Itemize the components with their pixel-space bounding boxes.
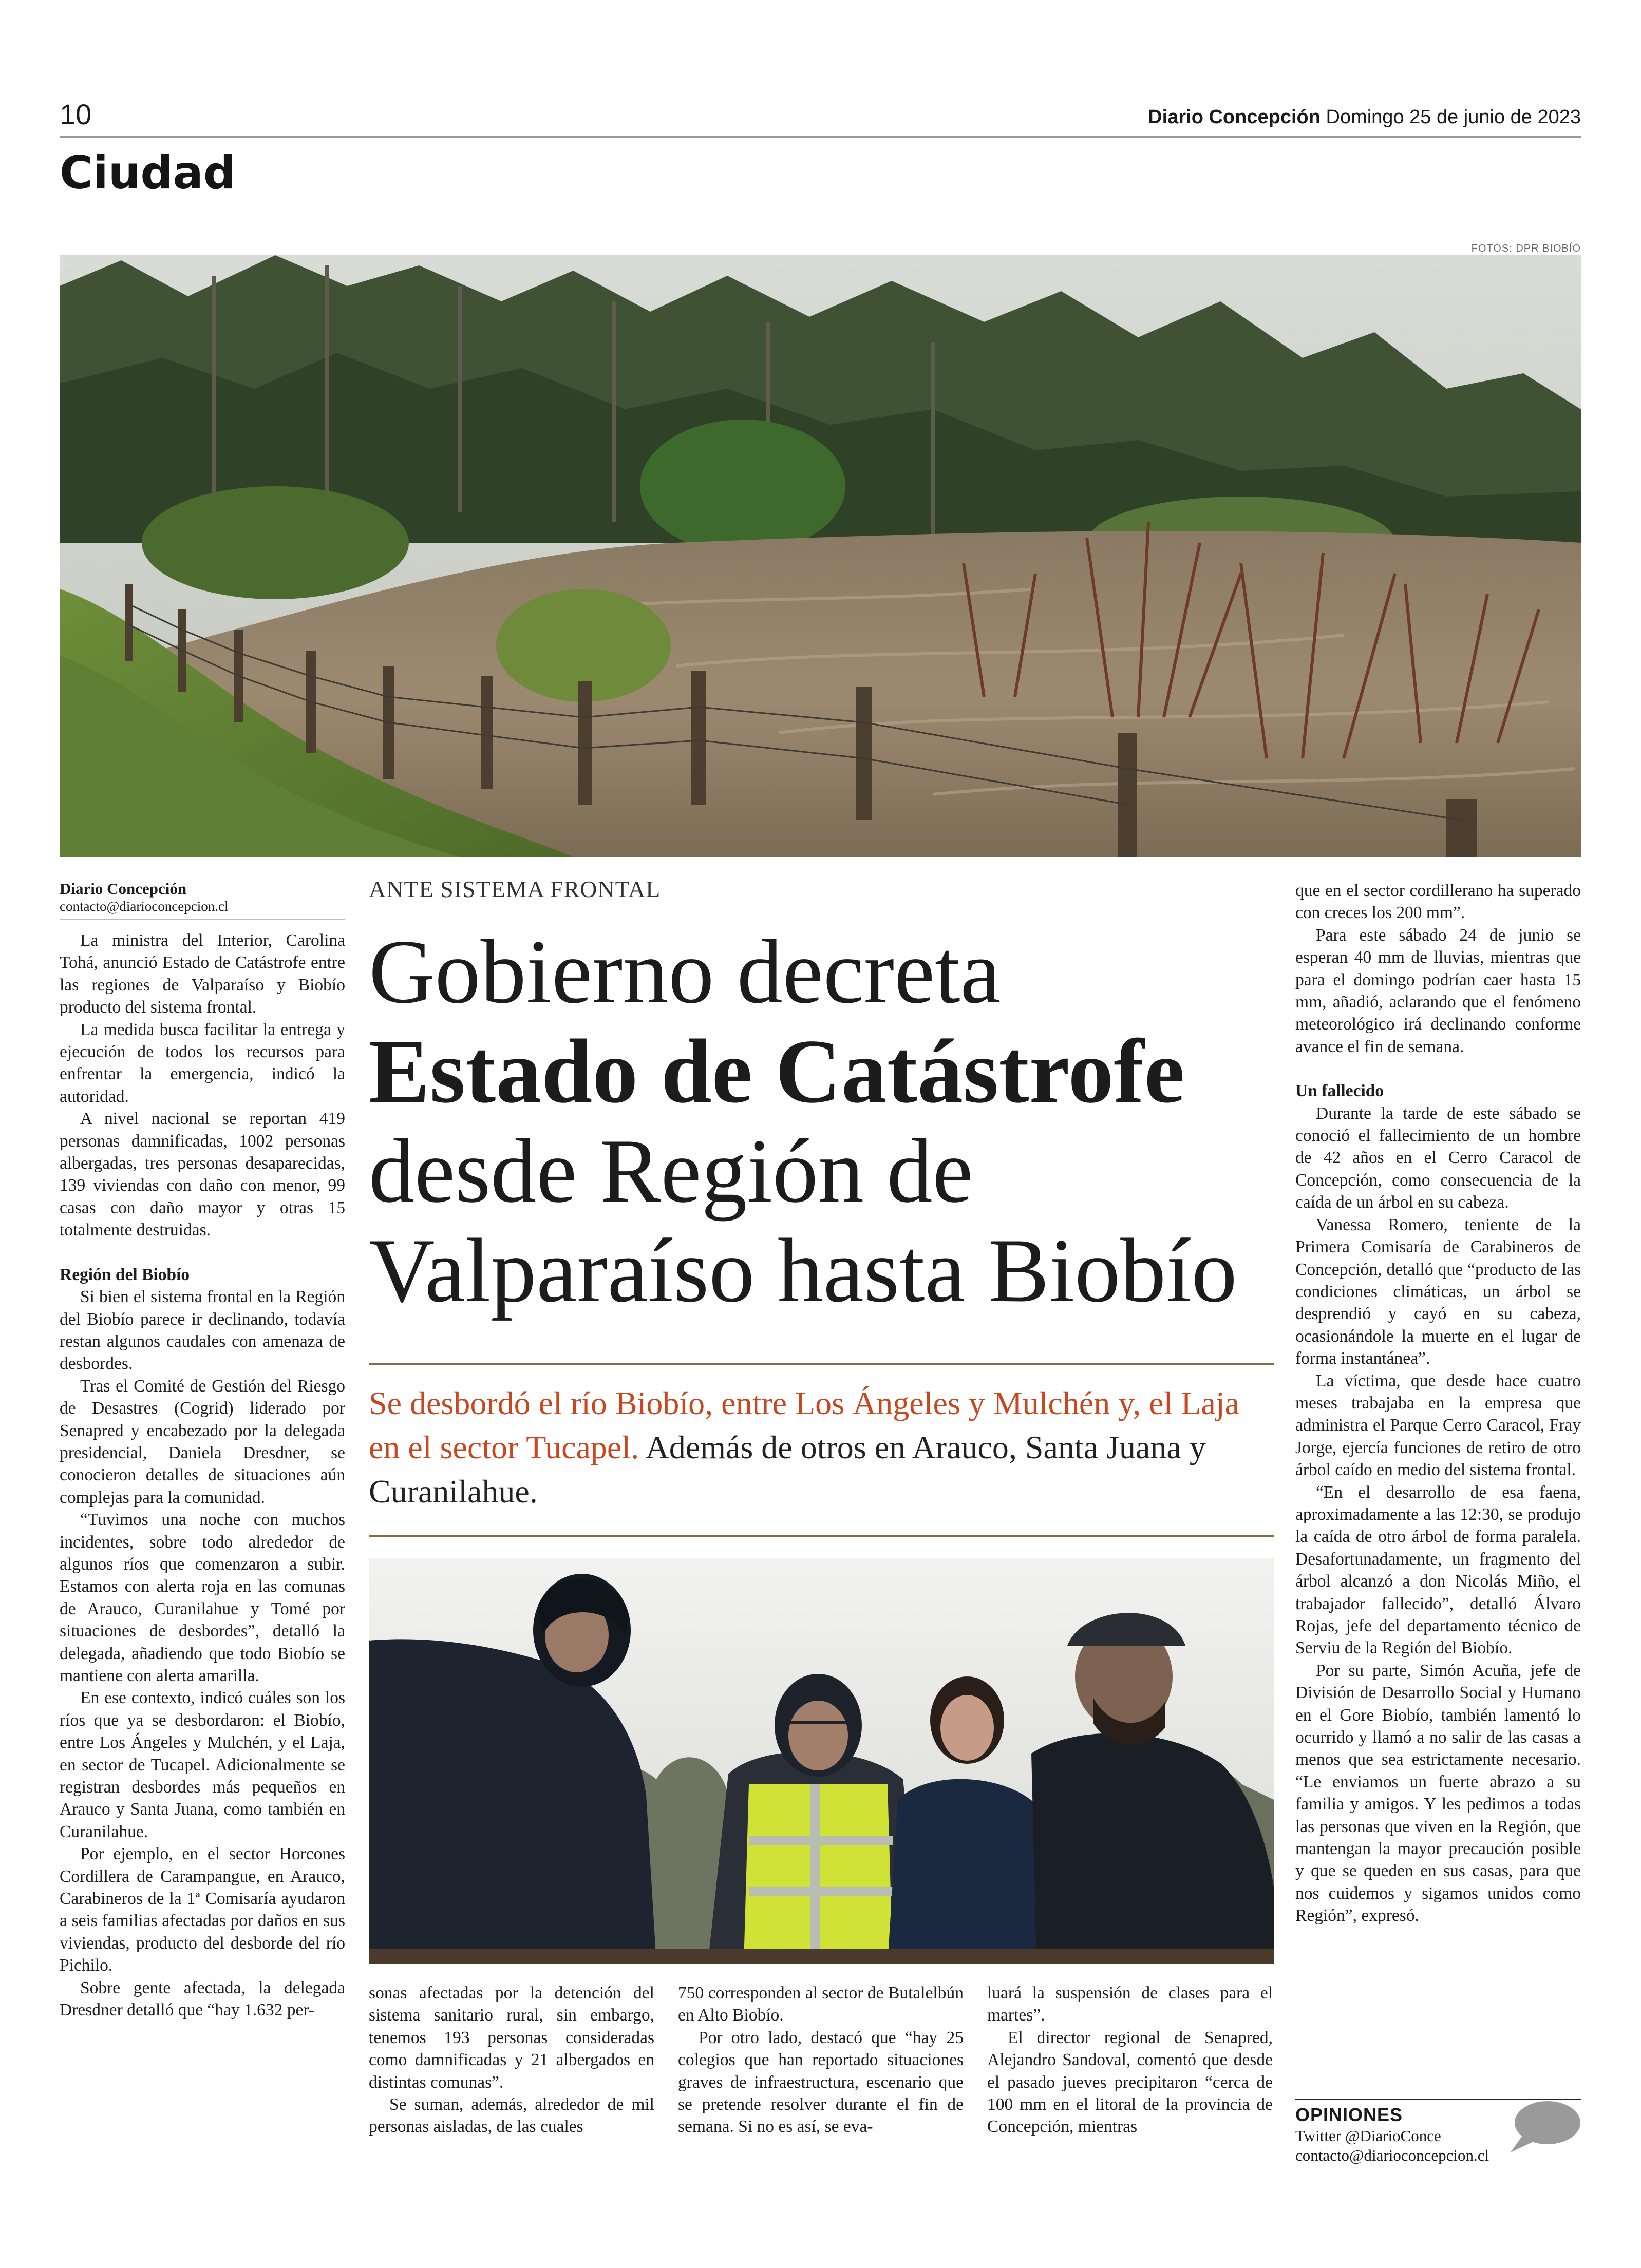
paragraph: que en el sector cordillerano ha superado con creces los 200 mm”. (1295, 881, 1581, 923)
author-email[interactable]: contacto@diarioconcepcion.cl (60, 899, 229, 914)
paragraph: A nivel nacional se reportan 419 personas damnificadas, 1002 personas albergadas, tres personas desaparecidas, 139 viviendas con daño con menor, 99 casas con daño mayor y otras 15 totalmente destruidas. (60, 1109, 345, 1240)
paragraph: Vanessa Romero, teniente de la Primera Comisaría de Carabineros de Concepción, detalló que “producto de las condiciones climáticas, un árbol se desprendió y cayó en su cabeza, ocasionándole la muerte en el lugar de forma instantánea”. (1295, 1215, 1581, 1368)
paragraph: El director regional de Senapred, Alejandro Sandoval, comentó que desde el pasado jueves precipitaron “cerca de 100 mm en el litoral de la provincia de Concepción, mientras (987, 2028, 1273, 2137)
paragraph: Por otro lado, destacó que “hay 25 colegios que han reportado situaciones graves de infraestructura, escenario que se pretende resolver durante el fin de semana. Si no es así, se eva- (678, 2028, 964, 2137)
deck-highlight: Se desbordó el río Biobío, entre Los Ángeles y Mulchén y, el Laja en el sector Tucapel. (369, 1385, 1239, 1465)
paragraph: Se suman, además, alrededor de mil personas aisladas, de las cuales (369, 2095, 654, 2137)
issue-date: Domingo 25 de junio de 2023 (1326, 106, 1581, 128)
headline-line-4: Valparaíso hasta Biobío (369, 1219, 1237, 1321)
paragraph: Si bien el sistema frontal en la Región del Biobío parece ir declinando, todavía restan algunos caudales con amenaza de desbordes. (60, 1287, 345, 1374)
paragraph: luará la suspensión de clases para el martes”. (987, 1984, 1273, 2025)
page-number: 10 (60, 98, 92, 130)
subhead-region-biobio: Región del Biobío (60, 1265, 190, 1284)
opinions-title: OPINIONES (1295, 2104, 1403, 2125)
paragraph: La medida busca facilitar la entrega y ejecución de todos los recursos para enfrentar la emergencia, indicó la autoridad. (60, 1020, 345, 1106)
opinions-email[interactable]: contacto@diarioconcepcion.cl (1295, 2146, 1489, 2164)
paragraph: Tras el Comité de Gestión del Riesgo de Desastres (Cogrid) liderado por Senapred y encabezado por la delegada presidencial, Daniela Dresdner, se conocieron detalles de situaciones aún complejas para la comunidad. (60, 1376, 345, 1507)
paragraph: sonas afectadas por la detención del sistema sanitario rural, sin embargo, tenemos 193 personas consideradas como damnificadas y 21 albergados en distintas comunas”. (369, 1984, 654, 2092)
chat-bubble-icon (1507, 2099, 1582, 2156)
deck (369, 1381, 1274, 1514)
photo-credit: FOTOS: DPR BIOBÍO (1471, 243, 1581, 254)
kicker: ANTE SISTEMA FRONTAL (369, 876, 661, 902)
headline-line-3: desde Región de (369, 1120, 973, 1222)
author-name: Diario Concepción (60, 880, 187, 898)
deck-rule (369, 1535, 1274, 1537)
newspaper-name: Diario Concepción (1148, 106, 1321, 128)
subhead-un-fallecido: Un fallecido (1295, 1081, 1384, 1101)
article-column-3 (678, 1982, 964, 2138)
officials-photo (369, 1558, 1274, 1964)
deck-rest: Además de otros en Arauco, Santa Juana y Curanilahue. (369, 1429, 1206, 1510)
paragraph: Durante la tarde de este sábado se conoció el fallecimiento de un hombre de 42 años en el Cerro Caracol de Concepción, como consecuencia de la caída de un árbol en su cabeza. (1295, 1103, 1581, 1212)
headline-line-2: Estado de Catástrofe (369, 1020, 1185, 1122)
paragraph: 750 corresponden al sector de Butalelbún en Alto Biobío. (678, 1984, 964, 2025)
paragraph: Sobre gente afectada, la delegada Dresdner detalló que “hay 1.632 per- (60, 1978, 345, 2020)
paragraph: “Tuvimos una noche con muchos incidentes, sobre todo alrededor de algunos ríos que comenzaron a subir. Estamos con alerta roja en las comunas de Arauco, Curanilahue y Tomé por situaciones de desbordes”, detalló la delegada, añadiendo que todo Biobío se mantiene con alerta amarilla. (60, 1510, 345, 1685)
paragraph: La víctima, que desde hace cuatro meses trabajaba en la empresa que administra el Parque Cerro Caracol, Fray Jorge, ejercía funciones de retiro de otro árbol caído en medio del sistema frontal. (1295, 1371, 1581, 1480)
author-rule (60, 919, 345, 920)
article-column-1 (60, 929, 345, 2022)
headline (369, 922, 1278, 1320)
headline-rule (369, 1363, 1274, 1365)
article-column-4 (987, 1982, 1273, 2138)
paragraph: “En el desarrollo de esa faena, aproximadamente a las 12:30, se produjo la caída de otro árbol de forma paralela. Desafortunadamente, un fragmento del árbol alcanzó a don Nicolás Miño, el trabajador fallecido”, detalló Álvaro Rojas, jefe del departamento técnico de Serviu de la Región del Biobío. (1295, 1482, 1581, 1658)
section-title: Ciudad (60, 146, 236, 199)
paragraph: Por ejemplo, en el sector Horcones Cordillera de Carampangue, en Arauco, Carabineros de la 1ª Comisaría ayudaron a seis familias afectadas por daños en sus viviendas, producto del desborde del río Pichilo. (60, 1844, 345, 1975)
paragraph: Para este sábado 24 de junio se esperan 40 mm de lluvias, mientras que para el domingo podrían caer hasta 15 mm, añadió, aclarando que el fenómeno meteorológico irá declinando conforme avance el fin de semana. (1295, 925, 1581, 1056)
header-rule (60, 136, 1581, 138)
paragraph: En ese contexto, indicó cuáles son los ríos que ya se desbordaron: el Biobío, entre Los Ángeles y Mulchén, y el Laja, en sector de Tucapel. Adicionalmente se registran desbordes más pequeños en Arauco y Santa Juana, como también en Curanilahue. (60, 1688, 345, 1841)
headline-line-1: Gobierno decreta (369, 921, 1001, 1022)
flooded-river-photo (60, 255, 1581, 857)
paragraph: La ministra del Interior, Carolina Tohá, anunció Estado de Catástrofe entre las regiones de Valparaíso y Biobío producto del sistema frontal. (60, 931, 345, 1017)
article-column-2 (369, 1982, 654, 2138)
paragraph: Por su parte, Simón Acuña, jefe de División de Desarrollo Social y Humano en el Gore Biobío, también lamentó lo ocurrido y llamó a no salir de las casas a menos que sea estrictamente necesario. “Le enviamos un fuerte abrazo a su familia y amigos. Y les pedimos a todas las personas que viven en la Región, que mantengan la mayor precaución posible y que se queden en sus casas, para que nos cuidemos y sigamos unidos como Región”, expresó. (1295, 1661, 1581, 1926)
masthead (1148, 106, 1581, 128)
opinions-twitter[interactable]: Twitter @DiarioConce (1295, 2127, 1441, 2145)
article-column-right (1295, 880, 1581, 1927)
